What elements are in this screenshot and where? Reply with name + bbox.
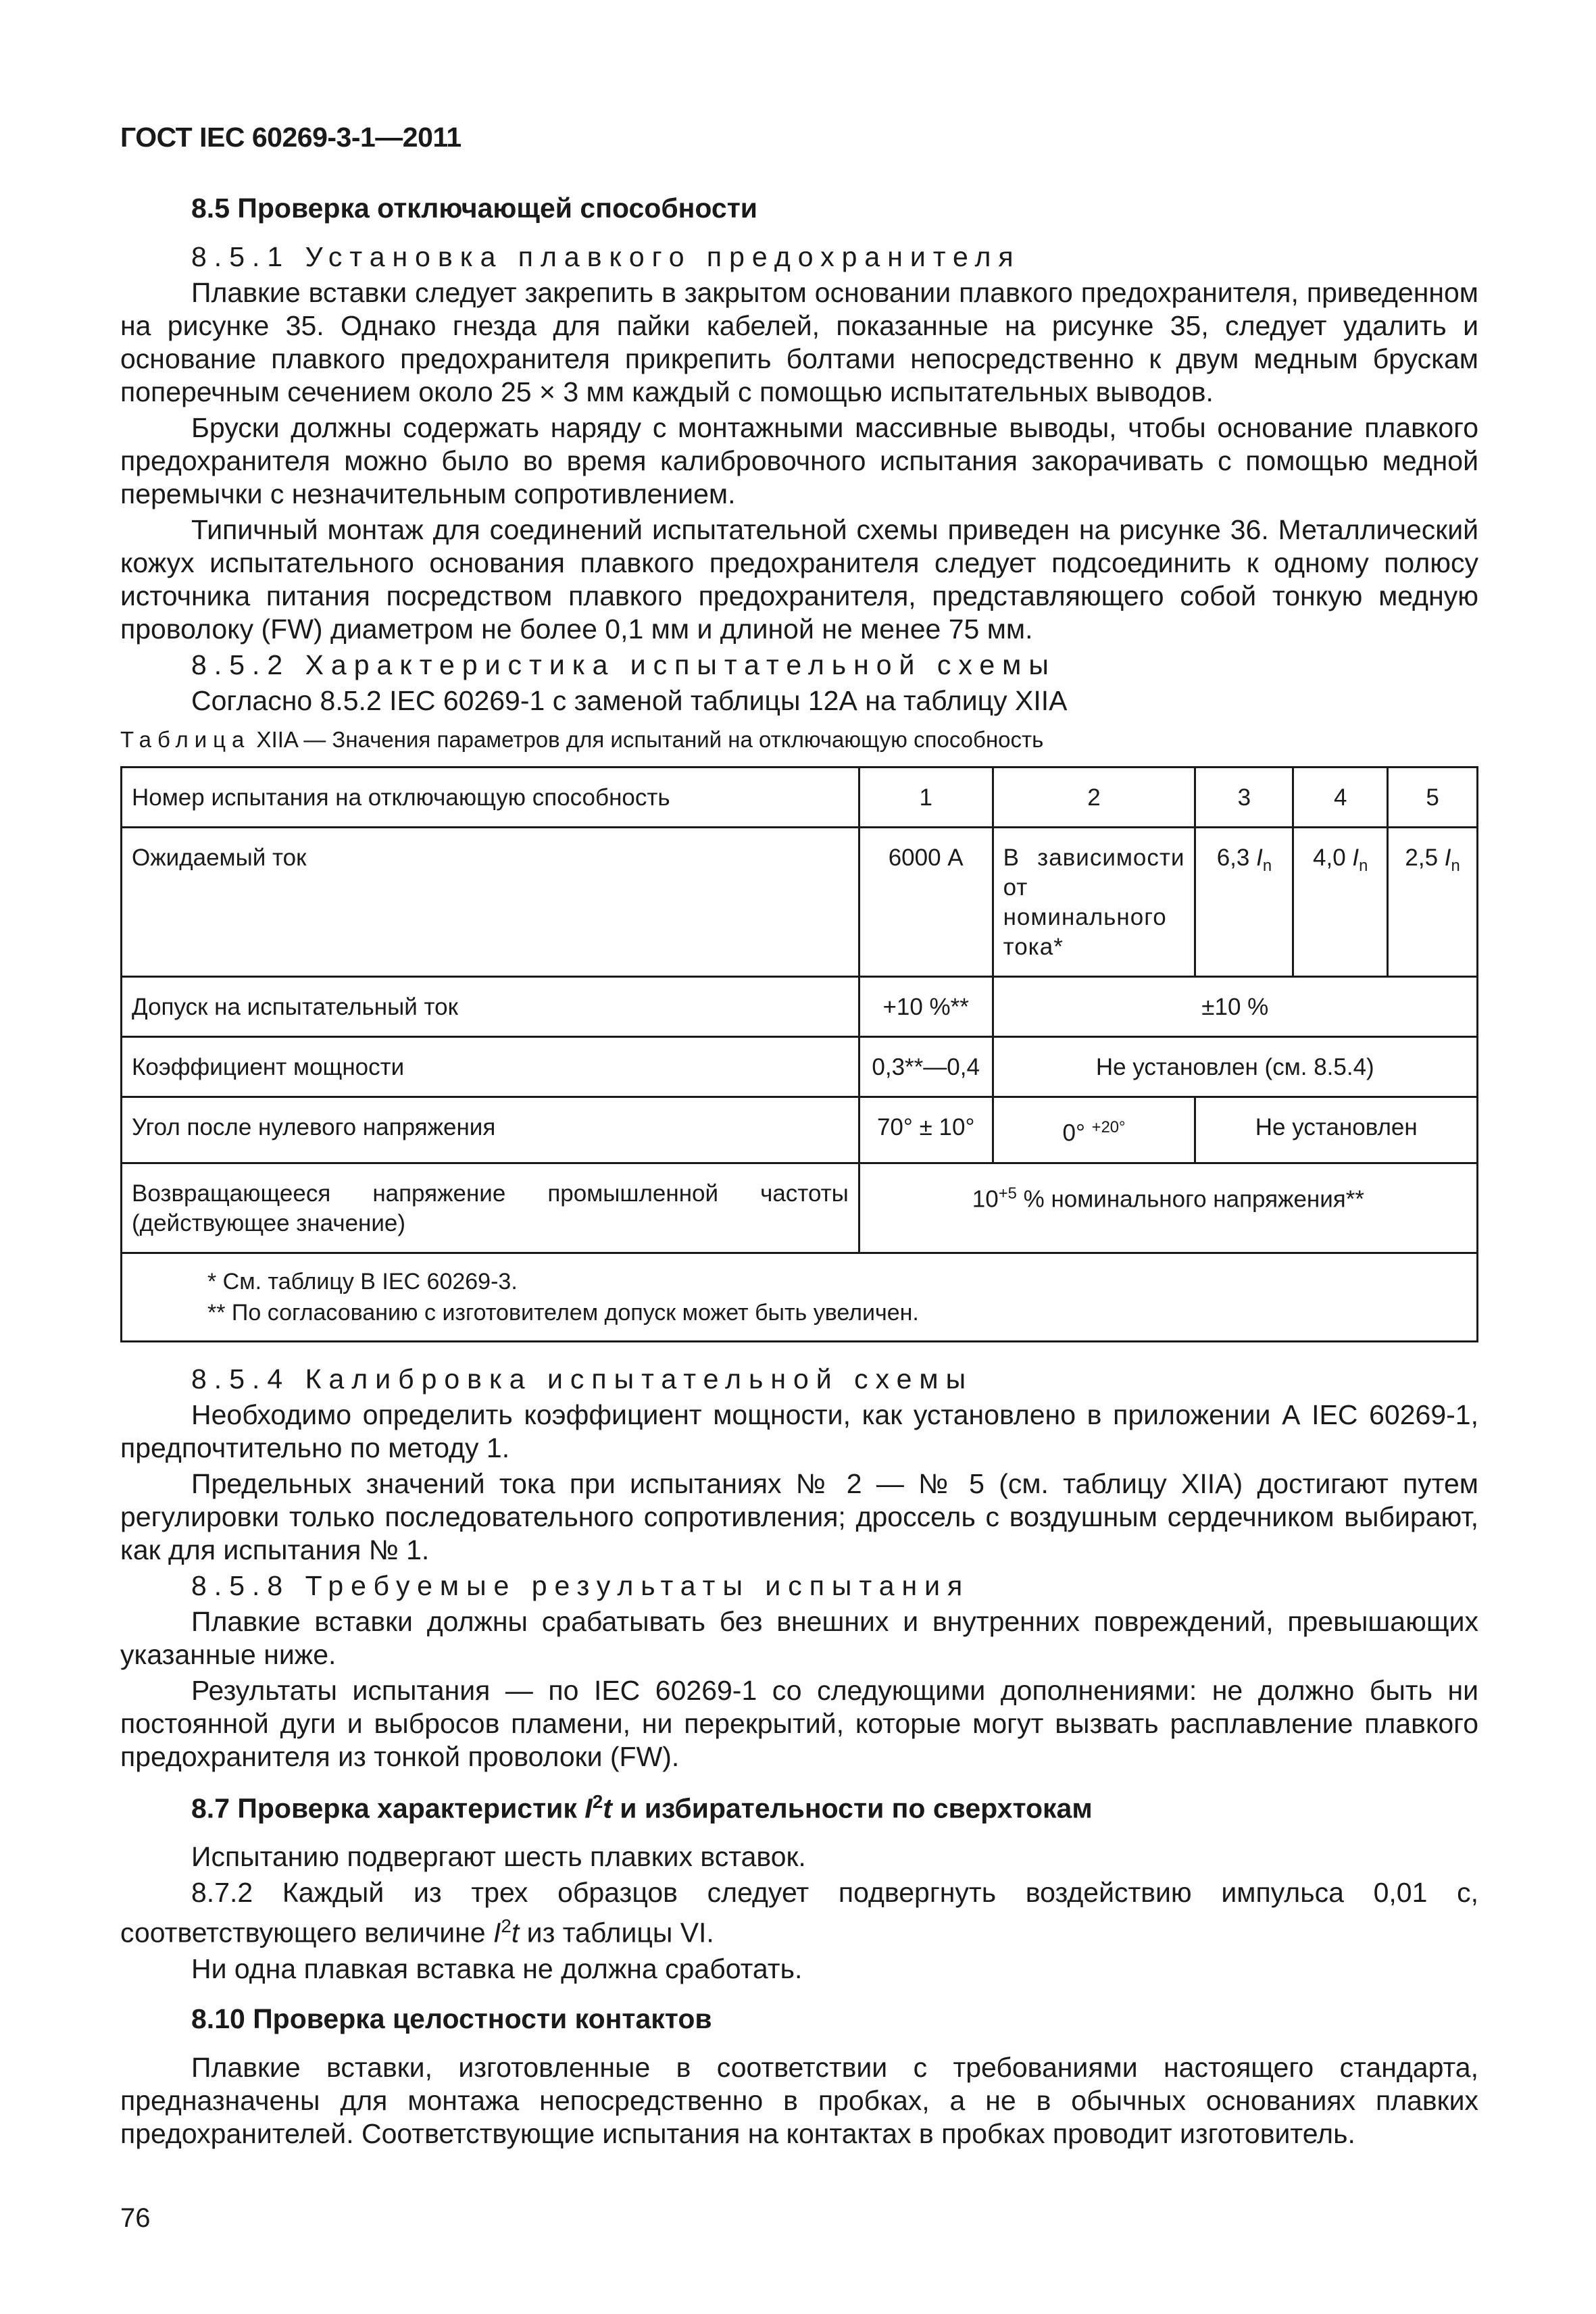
table-caption (120, 727, 1478, 753)
table-row (122, 1253, 1478, 1341)
table-cell: +10 %** (859, 977, 993, 1037)
cell-value: 4,0 (1313, 845, 1353, 871)
table-cell: 2 (993, 768, 1195, 828)
table-cell (993, 1097, 1195, 1163)
table-caption-word: Таблица (120, 727, 251, 752)
cell-value: 0° (1062, 1120, 1092, 1147)
table-cell: ±10 % (993, 977, 1477, 1037)
paragraph: Типичный монтаж для соединений испытательной схемы приведен на рисунке 36. Металлический кожух испытательного основания плавкого предохранителя следует подсоединить к одному полюсу источника питания посредством плавкого предохранителя, представляющего собой тонкую медную проволоку (FW) диаметром не более 0,1 мм и длиной не менее 75 мм. (120, 514, 1478, 645)
title-part: 8.7 Проверка характеристик (191, 1792, 585, 1824)
section-8-7-title (191, 1791, 1478, 1825)
current-subscript: n (1451, 857, 1460, 875)
subsection-8-5-2-title: 8.5.2 Характеристика испытательной схемы (191, 649, 1056, 680)
current-symbol: I (1256, 845, 1263, 871)
title-part: и избирательности по сверхтокам (612, 1792, 1093, 1824)
cell-value: 2,5 (1405, 845, 1445, 871)
subsection-8-5-4-title: 8.5.4 Калибровка испытательной схемы (191, 1363, 974, 1394)
table-cell: Возвращающееся напряжение промышленной частоты (действующее значение) (122, 1163, 859, 1253)
current-symbol: I (584, 1792, 593, 1824)
paragraph: Ни одна плавкая вставка не должна сработать. (191, 1953, 803, 1984)
table-cell: 3 (1195, 768, 1293, 828)
current-symbol: I (1444, 845, 1451, 871)
table-footnote: ** По согласованию с изготовителем допуск может быть увеличен. (207, 1299, 919, 1326)
paragraph: Плавкие вставки, изготовленные в соответствии с требованиями настоящего стандарта, предназначены для монтажа непосредственно в пробках, а не в обычных основаниях плавких предохранителей. Соответствующие испытания на контактах в пробках проводит изготовитель. (120, 2051, 1478, 2149)
table-cell: 6000 А (859, 828, 993, 977)
table-row (122, 977, 1478, 1037)
cell-value: 6,3 (1216, 845, 1257, 871)
test-parameters-table (120, 766, 1478, 1342)
table-cell: 70° ± 10° (859, 1097, 993, 1163)
table-cell: Не установлен (1195, 1097, 1478, 1163)
table-cell (859, 1163, 1477, 1253)
table-cell: 5 (1388, 768, 1478, 828)
table-row (122, 1037, 1478, 1097)
table-cell: 0,3**—0,4 (859, 1037, 993, 1097)
table-cell: 1 (859, 768, 993, 828)
paragraph: Согласно 8.5.2 IEC 60269-1 с заменой таблицы 12А на таблицу XIIA (191, 685, 1068, 716)
table-footnote: * См. таблицу В IEC 60269-3. (207, 1268, 518, 1294)
document-page (120, 122, 1478, 2234)
paragraph: Плавкие вставки следует закрепить в закрытом основании плавкого предохранителя, приведенном на рисунке 35. Однако гнезда для пайки кабелей, показанные на рисунке 35, следует удалить и основание плавкого предохранителя прикрепить болтами непосредственно к двум медным брускам поперечным сечением около 25 × 3 мм каждый с помощью испытательных выводов. (120, 277, 1478, 407)
section-8-10-title: 8.10 Проверка целостности контактов (191, 2003, 712, 2034)
paragraph: Предельных значений тока при испытаниях № 2 — № 5 (см. таблицу XIIA) достигают путем регулировки только последовательного сопротивления; дроссель с воздушным сердечником выбирают, как для испытания № 1. (120, 1467, 1478, 1565)
table-cell: Номер испытания на отключающую способность (122, 768, 859, 828)
paragraph: Необходимо определить коэффициент мощности, как установлено в приложении А IEC 60269-1, предпочтительно по методу 1. (120, 1399, 1478, 1463)
table-cell (1195, 828, 1293, 977)
section-8-5-title: 8.5 Проверка отключающей способности (191, 193, 757, 224)
table-caption-text: XIIA — Значения параметров для испытаний на отключающую способность (250, 727, 1044, 752)
cell-value: % номинального напряжения** (1016, 1186, 1365, 1213)
paragraph: Испытанию подвергают шесть плавких вставок. (191, 1841, 806, 1873)
table-cell: 4 (1293, 768, 1388, 828)
time-symbol: t (511, 1917, 520, 1948)
table-row (122, 768, 1478, 828)
current-symbol: I (493, 1917, 501, 1948)
table-cell: Ожидаемый ток (122, 828, 859, 977)
table-cell: В зависимости от номинального тока* (993, 828, 1195, 977)
paragraph (120, 1876, 1478, 1950)
text-part: 8.7.2 Каждый из трех образцов следует подвергнуть воздействию импульса 0,01 с, соответствующего величине (120, 1877, 1478, 1948)
subsection-8-5-1-title: 8.5.1 Установка плавкого предохранителя (191, 241, 1021, 272)
square-superscript: 2 (592, 1790, 603, 1812)
current-subscript: n (1359, 857, 1368, 875)
table-cell: Допуск на испытательный ток (122, 977, 859, 1037)
table-cell (1388, 828, 1478, 977)
table-cell: Коэффициент мощности (122, 1037, 859, 1097)
document-header: ГОСТ IEC 60269-3-1—2011 (120, 122, 462, 153)
time-symbol: t (603, 1792, 612, 1824)
current-symbol: I (1352, 845, 1360, 871)
paragraph: Бруски должны содержать наряду с монтажными массивные выводы, чтобы основание плавкого предохранителя можно было во время калибровочного испытания закорачивать с помощью медной перемычки с незначительным сопротивлением. (120, 412, 1478, 509)
page-number: 76 (120, 2203, 151, 2233)
cell-superscript: +20° (1091, 1118, 1126, 1136)
square-superscript: 2 (501, 1915, 512, 1937)
current-subscript: n (1262, 857, 1272, 875)
text-part: из таблицы VI. (519, 1917, 714, 1948)
subsection-8-5-8-title: 8.5.8 Требуемые результаты испытания (191, 1569, 970, 1601)
table-cell: Угол после нулевого напряжения (122, 1097, 859, 1163)
cell-value: 10 (972, 1186, 999, 1213)
paragraph: Плавкие вставки должны срабатывать без внешних и внутренних повреждений, превышающих указанные ниже. (120, 1605, 1478, 1670)
paragraph: Результаты испытания — по IEC 60269-1 со следующими дополнениями: не должно быть ни постоянной дуги и выбросов пламени, ни перекрытий, которые могут вызвать расплавление плавкого предохранителя из тонкой проволоки (FW). (120, 1674, 1478, 1772)
table-cell (1293, 828, 1388, 977)
table-row (122, 828, 1478, 977)
cell-superscript: +5 (998, 1184, 1017, 1203)
table-row (122, 1163, 1478, 1253)
table-notes-cell (122, 1253, 1478, 1341)
table-cell: Не установлен (см. 8.5.4) (993, 1037, 1477, 1097)
table-row (122, 1097, 1478, 1163)
